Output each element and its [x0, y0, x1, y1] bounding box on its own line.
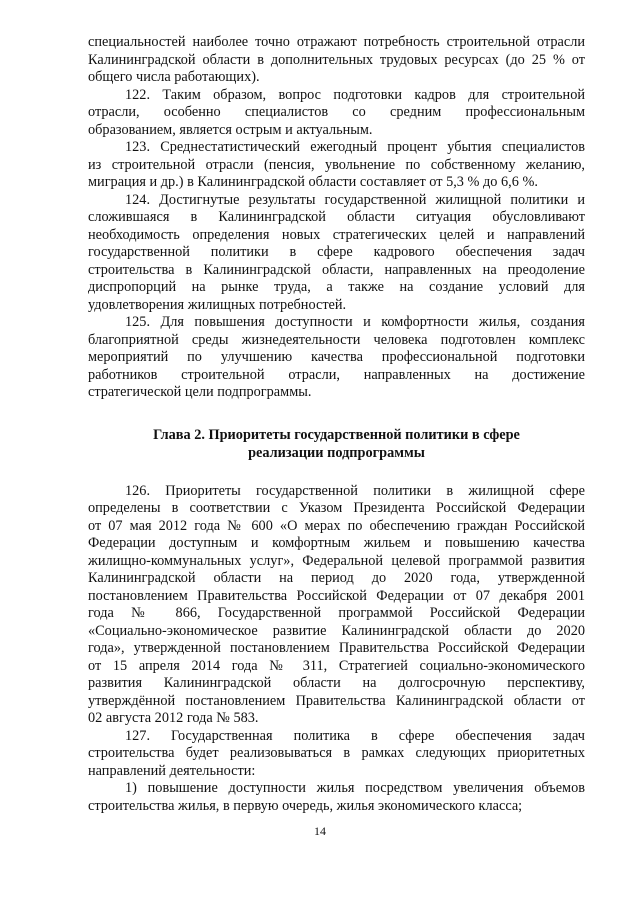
text-line: года», утвержденной постановлением Правительства Российской Федерации: [88, 640, 585, 656]
paragraph-127: [88, 728, 585, 781]
list-item-1: [88, 780, 585, 815]
text-line: 122. Таким образом, вопрос подготовки кадров для строительной: [125, 86, 585, 103]
text-line: 125. Для повышения доступности и комфортности жилья, создания: [125, 314, 585, 330]
text-line: Федерации доступным и комфортным жильем и повышению качества: [88, 535, 585, 551]
text-line: утверждённой постановлением Правительства Калининградской области от: [88, 692, 585, 709]
paragraph-122: [88, 87, 585, 140]
text-line: строительства будет реализовываться в рамках следующих приоритетных: [88, 745, 585, 761]
chapter-heading: [88, 426, 585, 462]
text-line: от 15 апреля 2014 года № 311, Стратегией социально-экономического: [88, 657, 585, 674]
text-line: направлений деятельности:: [88, 762, 256, 779]
text-line: жилищно-коммунальных услуг», Федеральной целевой программой развития: [88, 552, 585, 569]
text-line: необходимость определения новых стратегических целей и направлений: [88, 226, 585, 243]
heading-line: реализации подпрограммы: [248, 444, 425, 461]
text-line: из строительной отрасли (пенсия, увольнение по собственному желанию,: [88, 156, 585, 173]
text-line: специальностей наиболее точно отражают потребность строительной отрасли: [88, 34, 585, 50]
text-line: удовлетворения жилищных потребностей.: [88, 296, 347, 313]
text-line: определены в соответствии с Указом Президента Российской Федерации: [88, 500, 585, 516]
paragraph-126: [88, 483, 585, 728]
text-line: диспропорций на рынке труда, а также на создание условий для: [88, 279, 585, 295]
text-line: от 07 мая 2012 года № 600 «О мерах по обеспечению граждан Российской: [88, 517, 585, 534]
text-line: благоприятной среды жизнедеятельности человека подготовлен комплекс: [88, 331, 585, 348]
text-line: работников строительной отрасли, направленных на достижение: [88, 366, 585, 383]
heading-line: Глава 2. Приоритеты государственной политики в сфере: [153, 426, 520, 443]
text-line: постановлением Правительства Российской Федерации от 07 декабря 2001: [88, 587, 585, 604]
text-line: миграция и др.) в Калининградской области составляет от 5,3 % до 6,6 %.: [88, 174, 538, 190]
text-line: отрасли, особенно специалистов со средним профессиональным: [88, 104, 585, 120]
text-line: Калининградской области на период до 2020 года, утвержденной: [88, 570, 585, 586]
text-line: государственной политики в сфере кадрового обеспечения задач: [88, 244, 585, 260]
text-line: общего числа работающих).: [88, 69, 260, 85]
text-line: 1) повышение доступности жилья посредством увеличения объемов: [125, 780, 585, 796]
text-line: развития Калининградской области на долгосрочную перспективу,: [88, 675, 585, 691]
text-line: 126. Приоритеты государственной политики в жилищной сфере: [125, 482, 585, 499]
text-line: 02 августа 2012 года № 583.: [88, 710, 259, 726]
text-line: мероприятий по улучшению качества профессиональной подготовки: [88, 349, 585, 365]
text-line: Калининградской области в дополнительных трудовых ресурсах (до 25 % от: [88, 51, 585, 68]
text-line: 127. Государственная политика в сфере обеспечения задач: [125, 727, 585, 744]
text-line: 123. Среднестатистический ежегодный процент убытия специалистов: [125, 139, 585, 155]
text-line: образованием, является острым и актуальным.: [88, 121, 373, 138]
text-line: строительства в Калининградской области, направленных на преодоление: [88, 261, 585, 278]
paragraph-125: [88, 314, 585, 402]
paragraph-124: [88, 192, 585, 315]
text-line: стратегической цели подпрограммы.: [88, 384, 312, 400]
paragraph-intro-continuation: [88, 34, 585, 87]
text-line: строительства жилья, в первую очередь, жилья экономического класса;: [88, 797, 523, 814]
text-line: 124. Достигнутые результаты государственной жилищной политики и: [125, 191, 585, 208]
text-line: «Социально-экономическое развитие Калининградской области до 2020: [88, 622, 585, 639]
paragraph-123: [88, 139, 585, 192]
page-number: 14: [314, 824, 326, 838]
text-line: года № 866, Государственной программой Российской Федерации: [88, 605, 585, 621]
text-line: сложившаяся в Калининградской области ситуация обусловливают: [88, 209, 585, 225]
